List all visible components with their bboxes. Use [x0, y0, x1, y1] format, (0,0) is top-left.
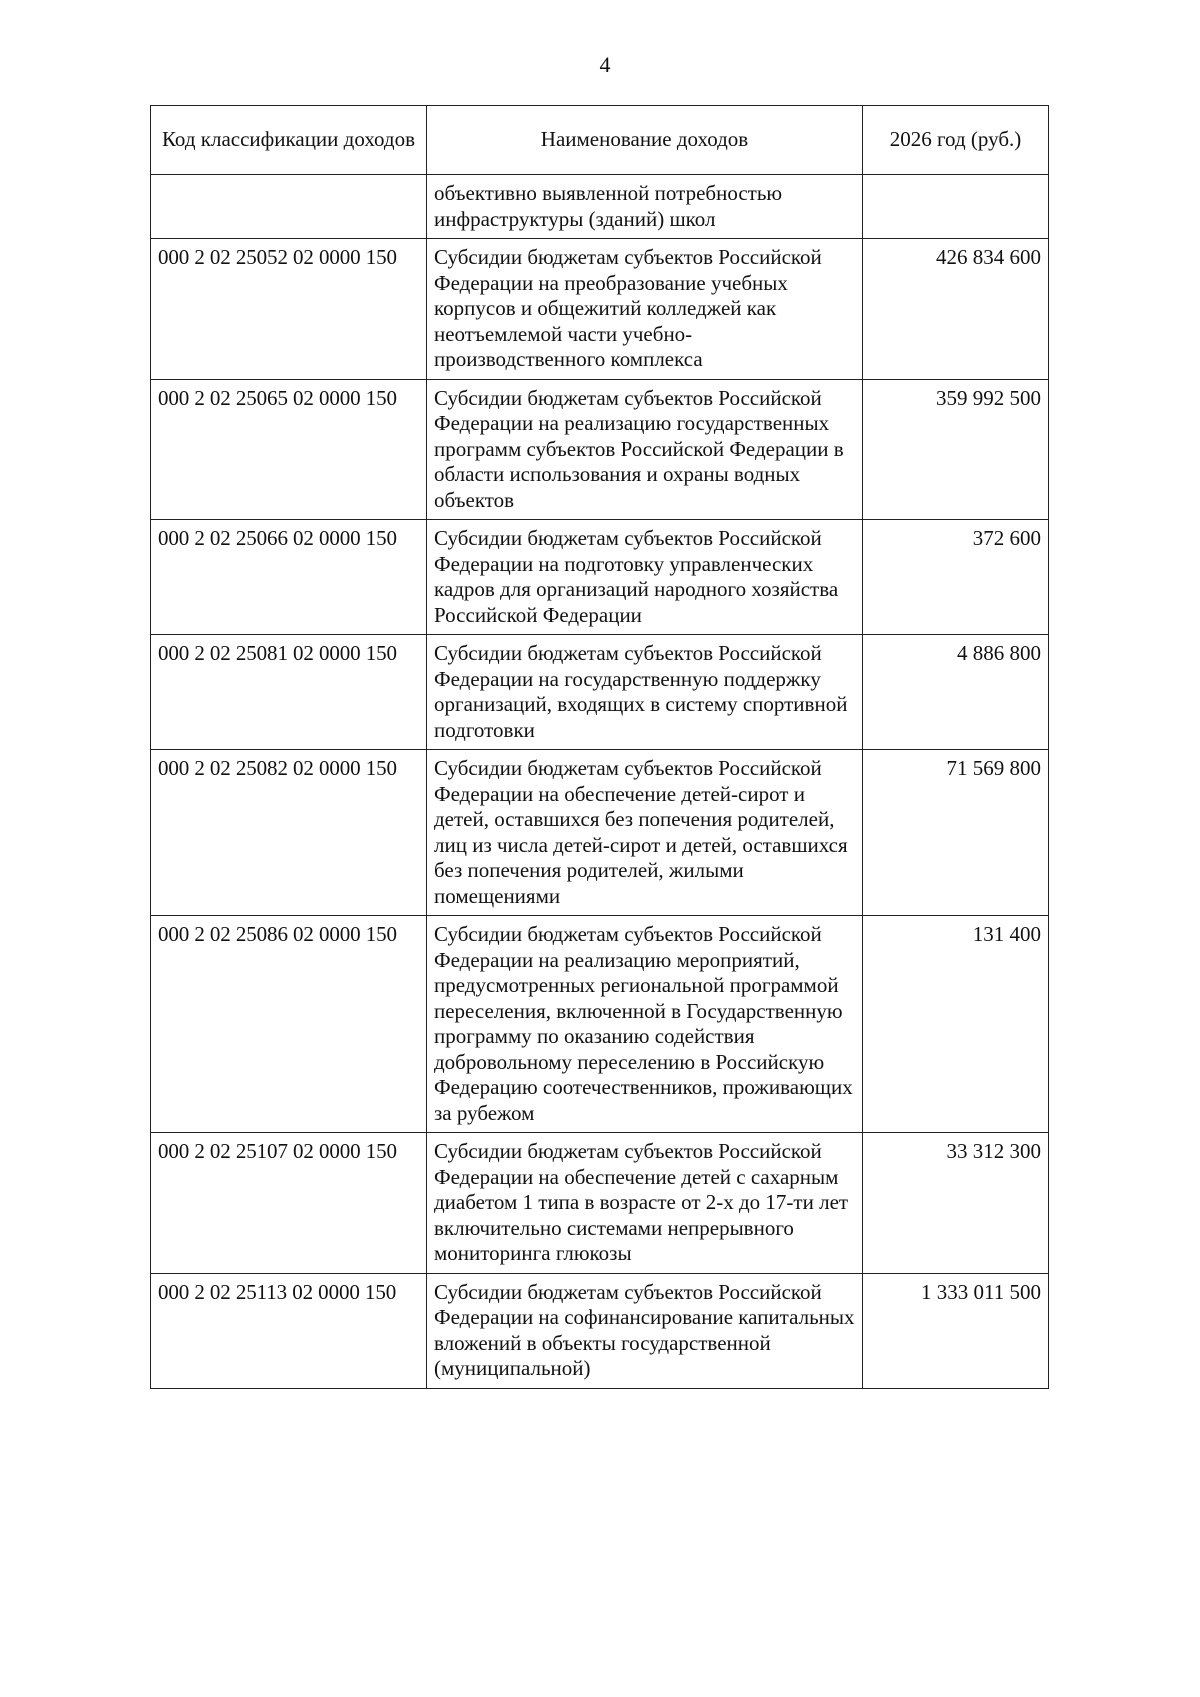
- amount-cell: 131 400: [863, 916, 1049, 1133]
- table-row: [151, 175, 1049, 239]
- name-cell: Субсидии бюджетам субъектов Российской Федерации на преобразование учебных корпусов и общежитий колледжей как неотъемлемой части учебно-производственного комплекса: [427, 239, 863, 380]
- amount-cell: 426 834 600: [863, 239, 1049, 380]
- name-cell: Субсидии бюджетам субъектов Российской Федерации на обеспечение детей с сахарным диабетом 1 типа в возрасте от 2-х до 17-ти лет включительно системами непрерывного мониторинга глюкозы: [427, 1133, 863, 1274]
- amount-cell: 4 886 800: [863, 635, 1049, 750]
- header-year: 2026 год (руб.): [863, 106, 1049, 175]
- table-row: [151, 379, 1049, 520]
- code-cell: 000 2 02 25082 02 0000 150: [151, 750, 427, 916]
- name-cell: Субсидии бюджетам субъектов Российской Федерации на реализацию мероприятий, предусмотренных региональной программой переселения, включенной в Государственную программу по оказанию содействия добровольному переселению в Российскую Федерацию соотечественников, проживающих за рубежом: [427, 916, 863, 1133]
- amount-cell: 33 312 300: [863, 1133, 1049, 1274]
- header-code: Код классификации доходов: [151, 106, 427, 175]
- table-header-row: [151, 106, 1049, 175]
- code-cell: 000 2 02 25065 02 0000 150: [151, 379, 427, 520]
- code-cell: 000 2 02 25113 02 0000 150: [151, 1273, 427, 1388]
- amount-cell: 71 569 800: [863, 750, 1049, 916]
- code-cell: 000 2 02 25081 02 0000 150: [151, 635, 427, 750]
- name-cell: Субсидии бюджетам субъектов Российской Федерации на софинансирование капитальных вложений в объекты государственной (муниципальной): [427, 1273, 863, 1388]
- amount-cell: 372 600: [863, 520, 1049, 635]
- name-cell: объективно выявленной потребностью инфраструктуры (зданий) школ: [427, 175, 863, 239]
- header-name: Наименование доходов: [427, 106, 863, 175]
- table-row: [151, 520, 1049, 635]
- table-row: [151, 750, 1049, 916]
- name-cell: Субсидии бюджетам субъектов Российской Федерации на обеспечение детей-сирот и детей, оставшихся без попечения родителей, лиц из числа детей-сирот и детей, оставшихся без попечения родителей, жилыми помещениями: [427, 750, 863, 916]
- amount-cell: [863, 175, 1049, 239]
- name-cell: Субсидии бюджетам субъектов Российской Федерации на подготовку управленческих кадров для организаций народного хозяйства Российской Федерации: [427, 520, 863, 635]
- code-cell: 000 2 02 25052 02 0000 150: [151, 239, 427, 380]
- code-cell: [151, 175, 427, 239]
- revenue-table: [150, 105, 1049, 1389]
- name-cell: Субсидии бюджетам субъектов Российской Федерации на реализацию государственных программ субъектов Российской Федерации в области использования и охраны водных объектов: [427, 379, 863, 520]
- code-cell: 000 2 02 25086 02 0000 150: [151, 916, 427, 1133]
- table-row: [151, 239, 1049, 380]
- amount-cell: 359 992 500: [863, 379, 1049, 520]
- table-row: [151, 1133, 1049, 1274]
- amount-cell: 1 333 011 500: [863, 1273, 1049, 1388]
- code-cell: 000 2 02 25066 02 0000 150: [151, 520, 427, 635]
- table-row: [151, 916, 1049, 1133]
- table-row: [151, 635, 1049, 750]
- code-cell: 000 2 02 25107 02 0000 150: [151, 1133, 427, 1274]
- table-row: [151, 1273, 1049, 1388]
- name-cell: Субсидии бюджетам субъектов Российской Федерации на государственную поддержку организаций, входящих в систему спортивной подготовки: [427, 635, 863, 750]
- page-number: 4: [599, 52, 611, 77]
